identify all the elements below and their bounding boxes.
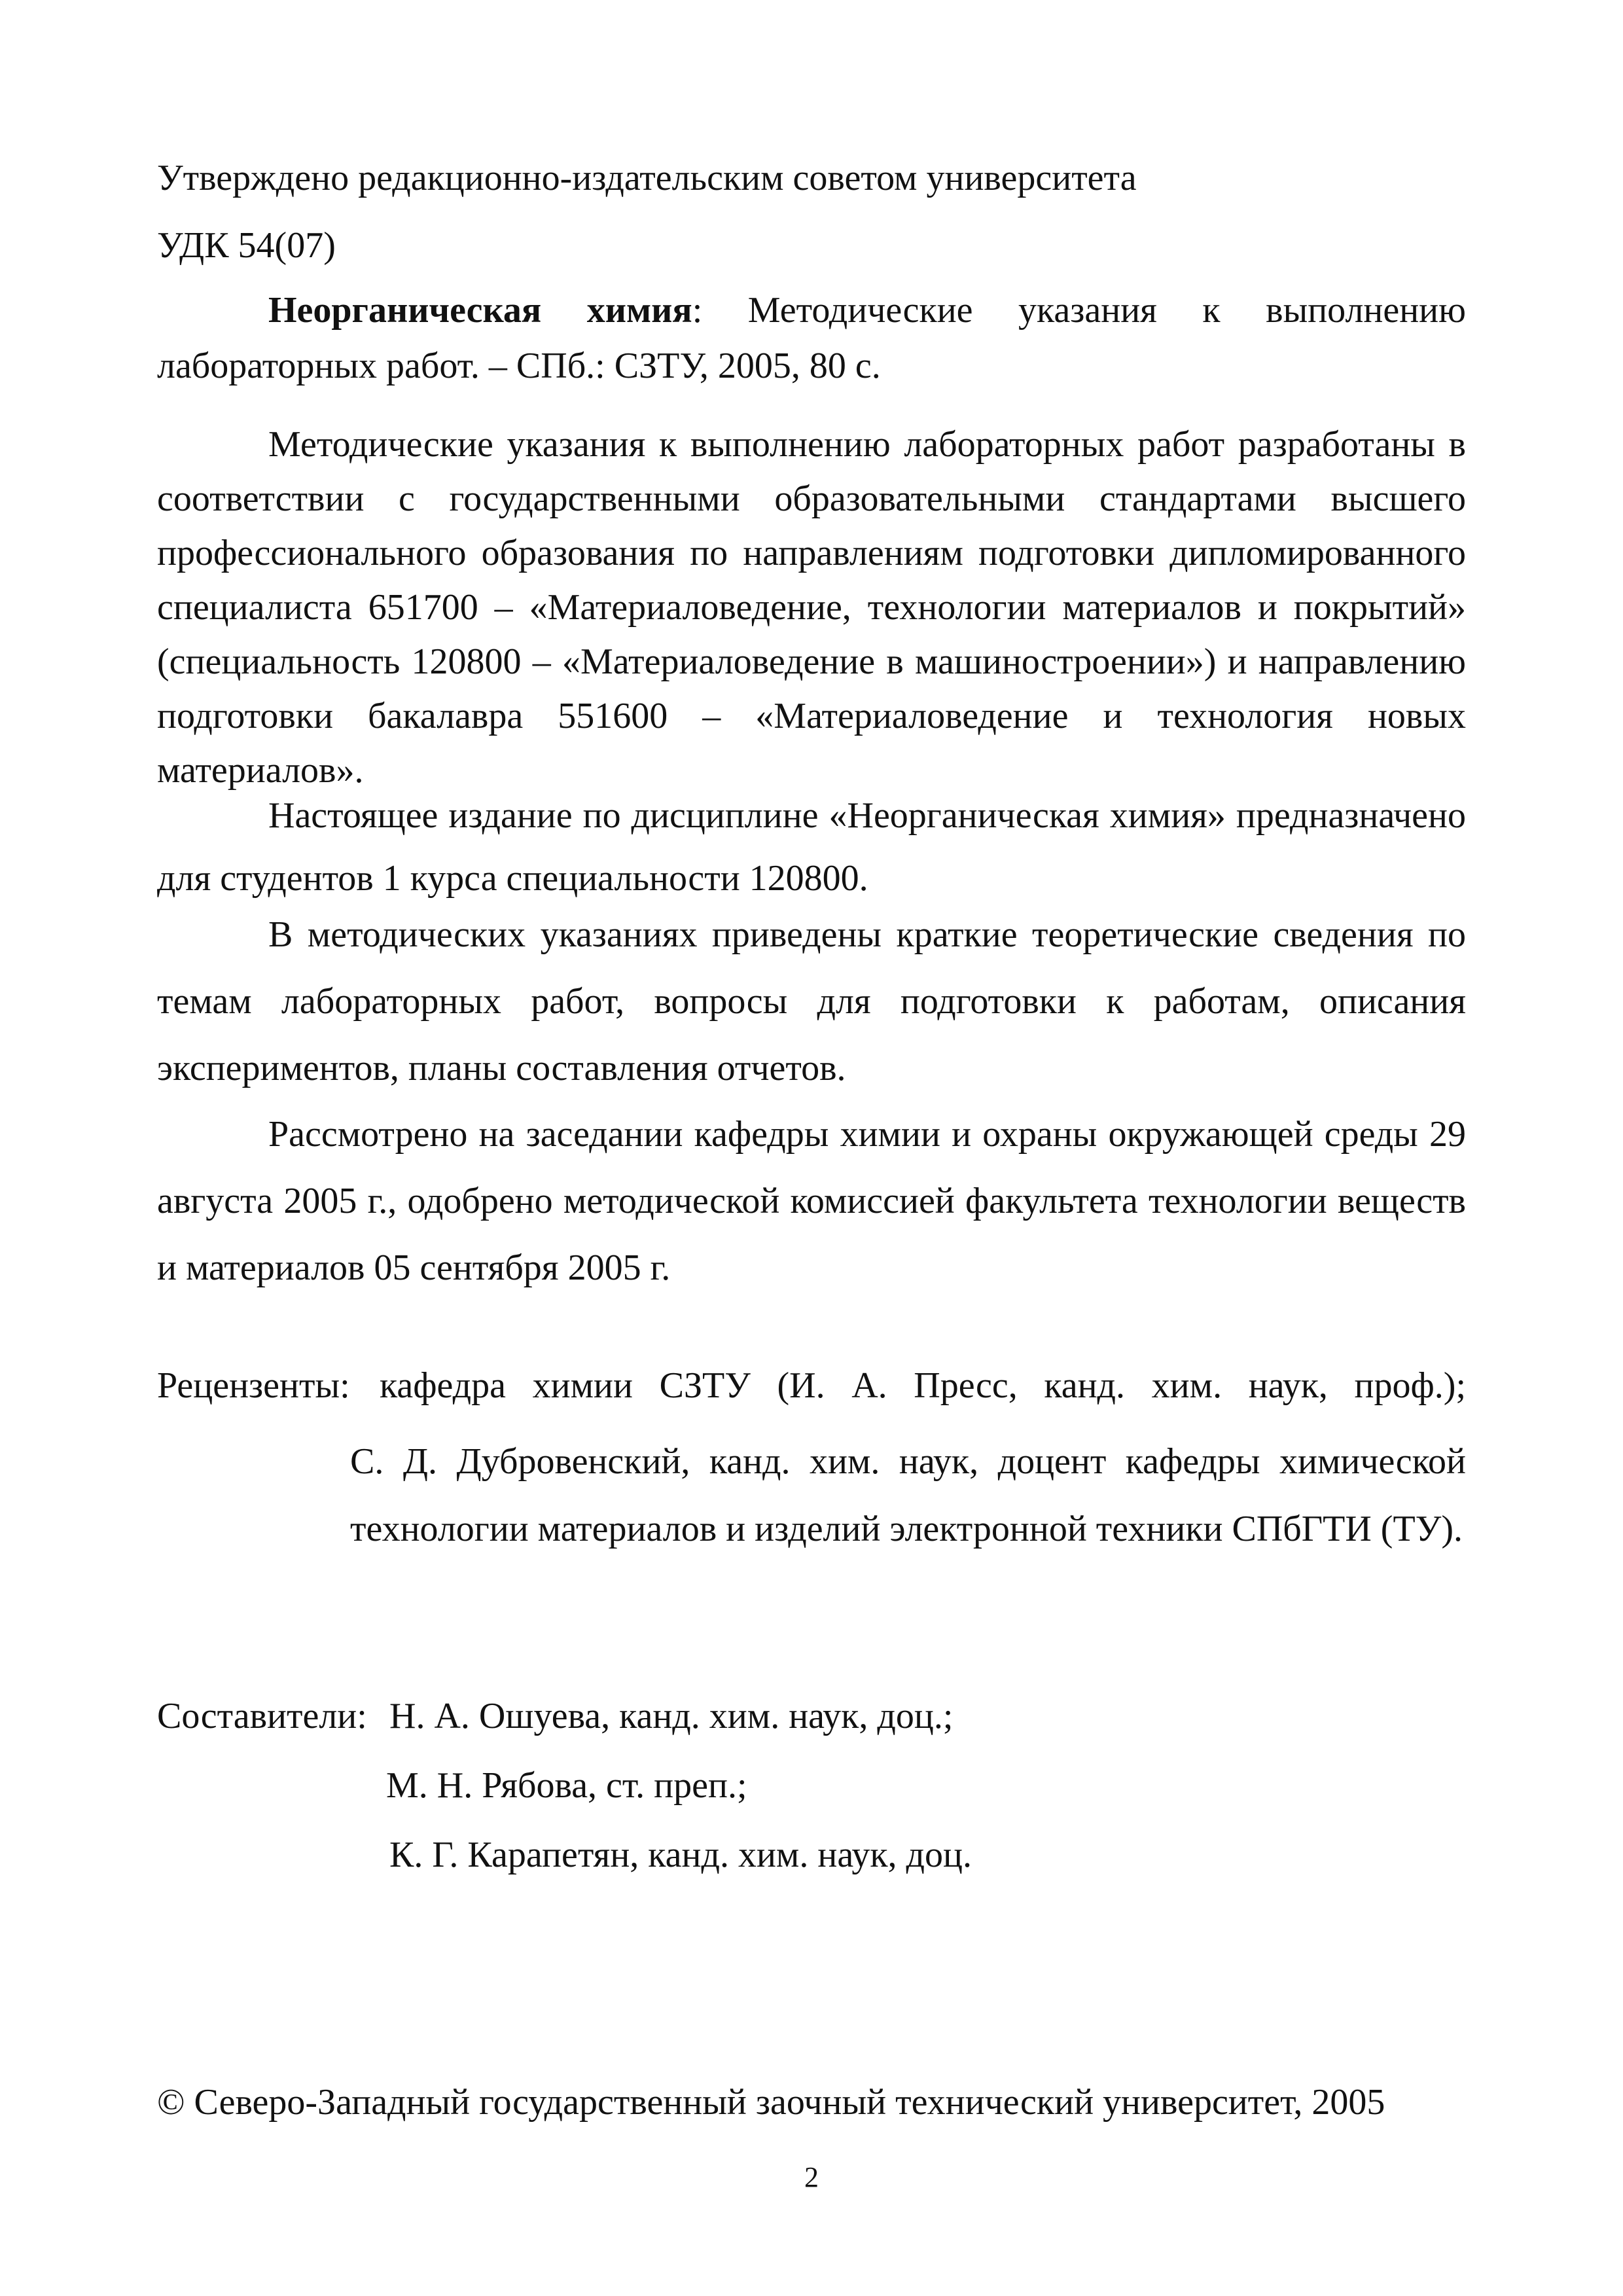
approval-line: Утверждено редакционно-издательским советом университета bbox=[157, 158, 1137, 198]
paragraph-approval: Рассмотрено на заседании кафедры химии и охраны окружающей среды 29 августа 2005 г., одобрено методической комиссией факультета технологии веществ и материалов 05 сентября 2005 г. bbox=[157, 1114, 1466, 1288]
paragraph-contents: В методических указаниях приведены краткие теоретические сведения по темам лабораторных работ, вопросы для подготовки к работам, описания экспериментов, планы составления отчетов. bbox=[157, 914, 1466, 1088]
compiler-name: М. Н. Рябова, ст. преп.; bbox=[386, 1765, 747, 1806]
page-number: 2 bbox=[804, 2161, 819, 2193]
paragraph-audience: Настоящее издание по дисциплине «Неорганическая химия» предназначено для студентов 1 курса специальности 120800. bbox=[157, 795, 1466, 899]
book-details: : Методические указания к выполнению лабораторных работ. – СПб.: СЗТУ, 2005, 80 с. bbox=[157, 290, 1466, 386]
book-title: Неорганическая химия bbox=[268, 290, 692, 331]
reviewers-label: Рецензенты: bbox=[157, 1365, 350, 1406]
compiler-name: Н. А. Ошуева, канд. хим. наук, доц.; bbox=[389, 1696, 954, 1736]
bibliographic-record bbox=[157, 283, 1466, 394]
compiler-name: К. Г. Карапетян, канд. хим. наук, доц. bbox=[389, 1835, 972, 1875]
reviewer-first: кафедра химии СЗТУ (И. А. Пресс, канд. хим. наук, проф.); bbox=[380, 1365, 1466, 1406]
compilers-list bbox=[386, 1695, 972, 1903]
copyright-line: © Северо-Западный государственный заочный технический университет, 2005 bbox=[157, 2082, 1385, 2123]
paragraph-purpose: Методические указания к выполнению лабораторных работ разработаны в соответствии с государственными образовательными стандартами высшего профессионального образования по направлениям подготовки дипломированного специалиста 651700 – «Материаловедение, технологии материалов и покрытий» (специальность 120800 – «Материаловедение в машиностроении») и направлению подготовки бакалавра 551600 – «Материаловедение и технология новых материалов». bbox=[157, 424, 1466, 791]
reviewer-second: С. Д. Дубровенский, канд. хим. наук, доцент кафедры химической технологии материалов и изделий электронной техники СПбГТИ (ТУ). bbox=[350, 1441, 1466, 1549]
udk-line: УДК 54(07) bbox=[157, 225, 336, 266]
compilers-label: Составители: bbox=[157, 1696, 367, 1736]
